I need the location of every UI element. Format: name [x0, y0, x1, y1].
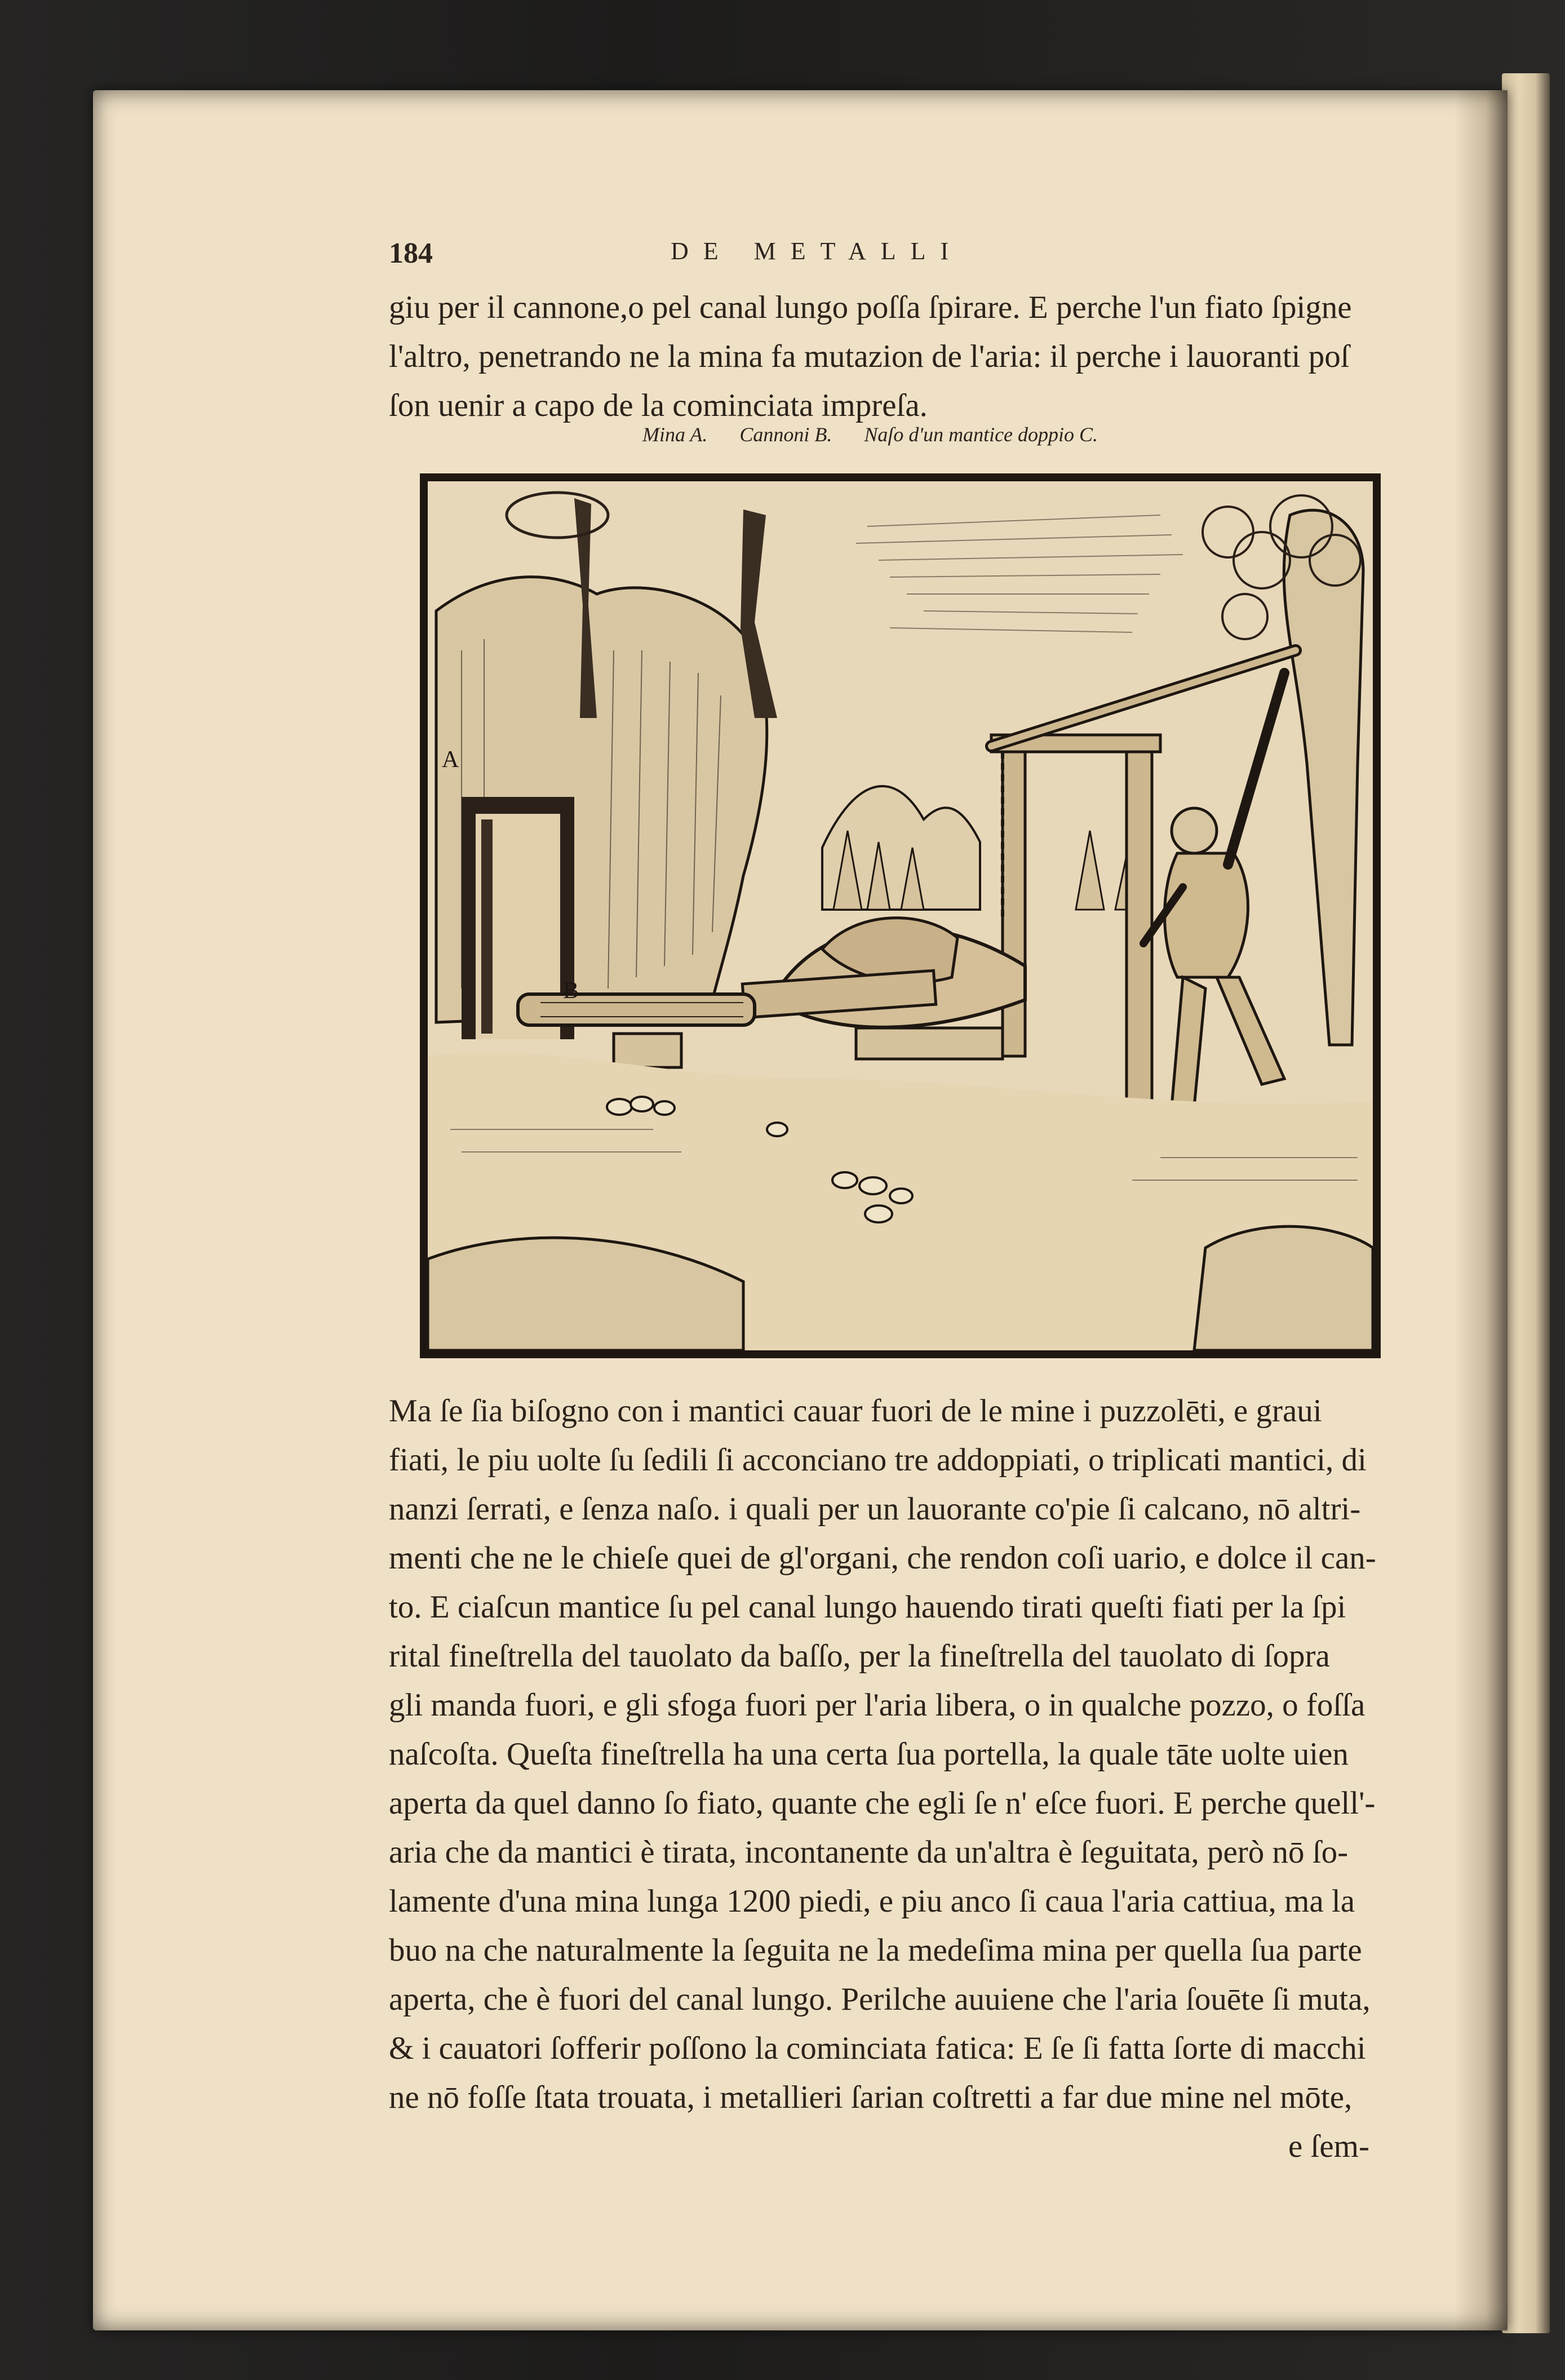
text-line: menti che ne le chieſe quei de gl'organi, che rendon coſi uario, e dolce il can- — [389, 1540, 1376, 1576]
sky-hatching — [856, 515, 1183, 632]
figure-caption — [642, 423, 1319, 446]
caption-cannoni: Cannoni B. — [739, 423, 832, 446]
text-line: giu per il cannone,o pel canal lungo poſſa ſpirare. E perche l'un fiato ſpigne — [389, 290, 1352, 325]
woodcut-illustration — [420, 473, 1381, 1358]
facing-page-edge — [1502, 73, 1550, 2333]
text-line: lamente d'una mina lunga 1200 piedi, e piu anco ſi caua l'aria cattiua, ma la — [389, 1883, 1355, 1919]
text-block-bottom — [389, 1386, 1443, 2171]
running-head: DE METALLI — [671, 237, 964, 265]
text-line: ne nō foſſe ſtata trouata, i metallieri ſarian coſtretti a far due mine nel mōte, — [389, 2080, 1353, 2115]
worker-figure — [1143, 673, 1284, 1107]
catchword: e ſem- — [1288, 2129, 1369, 2164]
cannone-pipe — [518, 994, 755, 1025]
foreground-mound — [1194, 1226, 1373, 1350]
text-line: to. E ciaſcun mantice ſu pel canal lungo hauendo tirati queſti fiati per la ſpi — [389, 1589, 1346, 1625]
figure-label-a: A — [442, 747, 459, 773]
text-line: Ma ſe ſia biſogno con i mantici cauar fuori de le mine i puzzolēti, e graui — [389, 1393, 1322, 1429]
text-line: buo na che naturalmente la ſeguita ne la medeſima mina per quella ſua parte — [389, 1933, 1362, 1968]
text-line: & i cauatori ſofferir poſſono la cominciata fatica: E ſe ſi fatta ſorte di macchi — [389, 2031, 1366, 2066]
text-line: fiati, le piu uolte ſu ſedili ſi acconciano tre addoppiati, o triplicati mantici, di — [389, 1442, 1367, 1478]
woodcut-drawing — [428, 481, 1373, 1350]
caption-naso: Naſo d'un mantice doppio C. — [864, 423, 1098, 446]
frame-post-left — [1003, 741, 1025, 1056]
support-block-left — [614, 1034, 681, 1067]
page-gutter-shadow — [1454, 90, 1508, 2330]
page-number: 184 — [389, 237, 433, 269]
figure-label-b: B — [563, 978, 579, 1004]
page-header — [389, 237, 1443, 282]
text-line: aperta da quel danno ſo fiato, quante che egli ſe n' eſce fuori. E perche quell'- — [389, 1785, 1376, 1821]
text-line: aria che da mantici è tirata, incontanente da un'altra è ſeguitata, però nō ſo- — [389, 1834, 1349, 1870]
caption-mina: Mina A. — [642, 423, 708, 446]
text-line: l'altro, penetrando ne la mina fa mutazion de l'aria: il perche i lauoranti poſ — [389, 339, 1350, 374]
text-line: naſcoſta. Queſta fineſtrella ha una certa ſua portella, la quale tāte uolte uien — [389, 1736, 1349, 1772]
support-block-right — [856, 1028, 1003, 1059]
text-line: ſon uenir a capo de la cominciata impreſa. — [389, 388, 928, 423]
text-line: gli manda fuori, e gli sfoga fuori per l'aria libera, o in qualche pozzo, o foſſa — [389, 1687, 1366, 1723]
right-tree — [1284, 510, 1363, 1045]
text-line: aperta, che è fuori del canal lungo. Perilche auuiene che l'aria ſouēte ſi muta, — [389, 1982, 1371, 2017]
text-block-top — [389, 283, 1443, 430]
text-line: rital fineſtrella del tauolato da baſſo, per la fineſtrella del tauolato di ſopra — [389, 1638, 1330, 1674]
text-line: nanzi ſerrati, e ſenza naſo. i quali per un lauorante co'pie ſi calcano, nō altri- — [389, 1491, 1361, 1527]
